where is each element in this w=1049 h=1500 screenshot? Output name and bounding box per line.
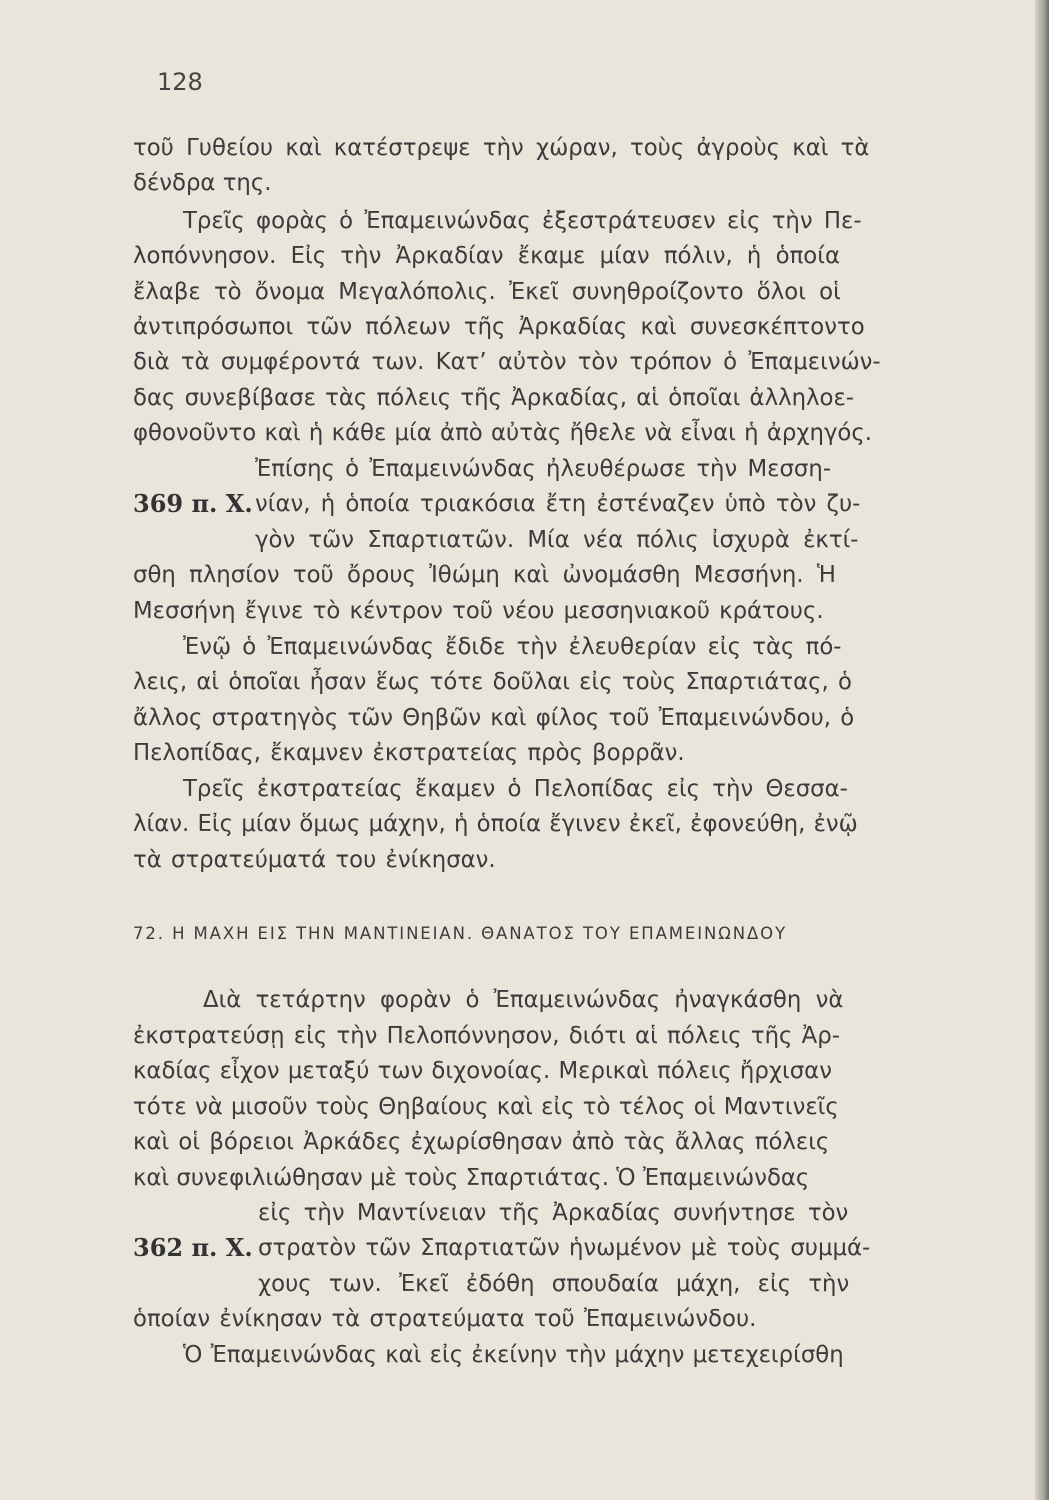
text-line: χους των. Ἐκεῖ ἐδόθη σπουδαία μάχη, εἰς τὴν <box>258 1271 850 1297</box>
text-line: καὶ συνεφιλιώθησαν μὲ τοὺς Σπαρτιάτας. Ὁ Ἐπαμεινώνδας <box>133 1165 810 1191</box>
text-line: νίαν, ἡ ὁποία τριακόσια ἔτη ἐστέναζεν ὑπὸ τὸν ζυ- <box>255 491 861 517</box>
text-line: τὰ στρατεύματά του ἐνίκησαν. <box>133 847 496 873</box>
page-number: 128 <box>157 68 203 96</box>
text-line: εἰς τὴν Μαντίνειαν τῆς Ἀρκαδίας συνήντησε τὸν <box>258 1200 849 1226</box>
text-line: Πελοπίδας, ἔκαμνεν ἐκστρατείας πρὸς βορρᾶν. <box>133 740 685 766</box>
text-line: τότε νὰ μισοῦν τοὺς Θηβαίους καὶ εἰς τὸ τέλος οἱ Μαντινεῖς <box>133 1094 839 1120</box>
text-line: ἄλλος στρατηγὸς τῶν Θηβῶν καὶ φίλος τοῦ Ἐπαμεινώνδου, ὁ <box>133 705 855 731</box>
text-line: ἀντιπρόσωποι τῶν πόλεων τῆς Ἀρκαδίας καὶ συνεσκέπτοντο <box>133 314 865 340</box>
text-line: Ὁ Ἐπαμεινώνδας καὶ εἰς ἐκείνην τὴν μάχην μετεχειρίσθη <box>183 1342 844 1368</box>
text-line: Ἐνῷ ὁ Ἐπαμεινώνδας ἔδιδε τὴν ἐλευθερίαν εἰς τὰς πό- <box>183 634 842 660</box>
text-line: λεις, αἱ ὁποῖαι ἦσαν ἕως τότε δοῦλαι εἰς τοὺς Σπαρτιάτας, ὁ <box>133 669 853 695</box>
text-line: γὸν τῶν Σπαρτιατῶν. Μία νέα πόλις ἰσχυρὰ ἐκτί- <box>255 527 859 553</box>
text-line: τοῦ Γυθείου καὶ κατέστρεψε τὴν χώραν, τοὺς ἀγροὺς καὶ τὰ <box>133 135 870 161</box>
text-line: σθη πλησίον τοῦ ὄρους Ἰθώμη καὶ ὠνομάσθη Μεσσήνη. Ἡ <box>133 562 836 588</box>
text-line: καδίας εἶχον μεταξύ των διχονοίας. Μερικαὶ πόλεις ἤρχισαν <box>133 1058 832 1084</box>
text-line: λίαν. Εἰς μίαν ὅμως μάχην, ἡ ὁποία ἔγινεν ἐκεῖ, ἐφονεύθη, ἐνῷ <box>133 811 858 837</box>
text-line: Μεσσήνη ἔγινε τὸ κέντρον τοῦ νέου μεσσηνιακοῦ κράτους. <box>133 598 824 624</box>
section-heading: 72. Η ΜΑΧΗ ΕΙΣ ΤΗΝ ΜΑΝΤΙΝΕΙΑΝ. ΘΑΝΑΤΟΣ ΤΟΥ ΕΠΑΜΕΙΝΩΝΔΟΥ <box>133 924 788 943</box>
page-edge <box>1035 0 1049 1500</box>
text-line: δένδρα της. <box>133 170 272 196</box>
text-line: λοπόννησον. Εἰς τὴν Ἀρκαδίαν ἔκαμε μίαν πόλιν, ἡ ὁποία <box>133 243 840 269</box>
text-line: ἔλαβε τὸ ὄνομα Μεγαλόπολις. Ἐκεῖ συνηθροίζοντο ὅλοι οἱ <box>133 279 841 305</box>
text-line: Τρεῖς ἐκστρατείας ἔκαμεν ὁ Πελοπίδας εἰς τὴν Θεσσα- <box>183 776 848 802</box>
text-line: ὁποίαν ἐνίκησαν τὰ στρατεύματα τοῦ Ἐπαμεινώνδου. <box>133 1306 757 1332</box>
text-line: καὶ οἱ βόρειοι Ἀρκάδες ἐχωρίσθησαν ἀπὸ τὰς ἄλλας πόλεις <box>133 1129 830 1155</box>
text-line: Διὰ τετάρτην φορὰν ὁ Ἐπαμεινώνδας ἠναγκάσθη νὰ <box>203 987 844 1013</box>
text-line: Ἐπίσης ὁ Ἐπαμεινώνδας ἠλευθέρωσε τὴν Μεσση- <box>255 456 832 482</box>
margin-date: 362 π. Χ. <box>133 1233 253 1262</box>
text-line: διὰ τὰ συμφέροντά των. Κατ’ αὐτὸν τὸν τρόπον ὁ Ἐπαμεινών- <box>133 349 881 375</box>
text-line: Τρεῖς φορὰς ὁ Ἐπαμεινώνδας ἐξεστράτευσεν εἰς τὴν Πε- <box>183 208 862 234</box>
margin-date: 369 π. Χ. <box>133 489 253 518</box>
text-line: φθονοῦντο καὶ ἡ κάθε μία ἀπὸ αὐτὰς ἤθελε νὰ εἶναι ἡ ἀρχηγός. <box>133 420 873 446</box>
text-line: δας συνεβίβασε τὰς πόλεις τῆς Ἀρκαδίας, αἱ ὁποῖαι ἀλληλοε- <box>133 385 855 411</box>
text-line: στρατὸν τῶν Σπαρτιατῶν ἡνωμένον μὲ τοὺς συμμά- <box>258 1235 871 1261</box>
text-line: ἐκστρατεύσῃ εἰς τὴν Πελοπόννησον, διότι αἱ πόλεις τῆς Ἀρ- <box>133 1023 840 1049</box>
